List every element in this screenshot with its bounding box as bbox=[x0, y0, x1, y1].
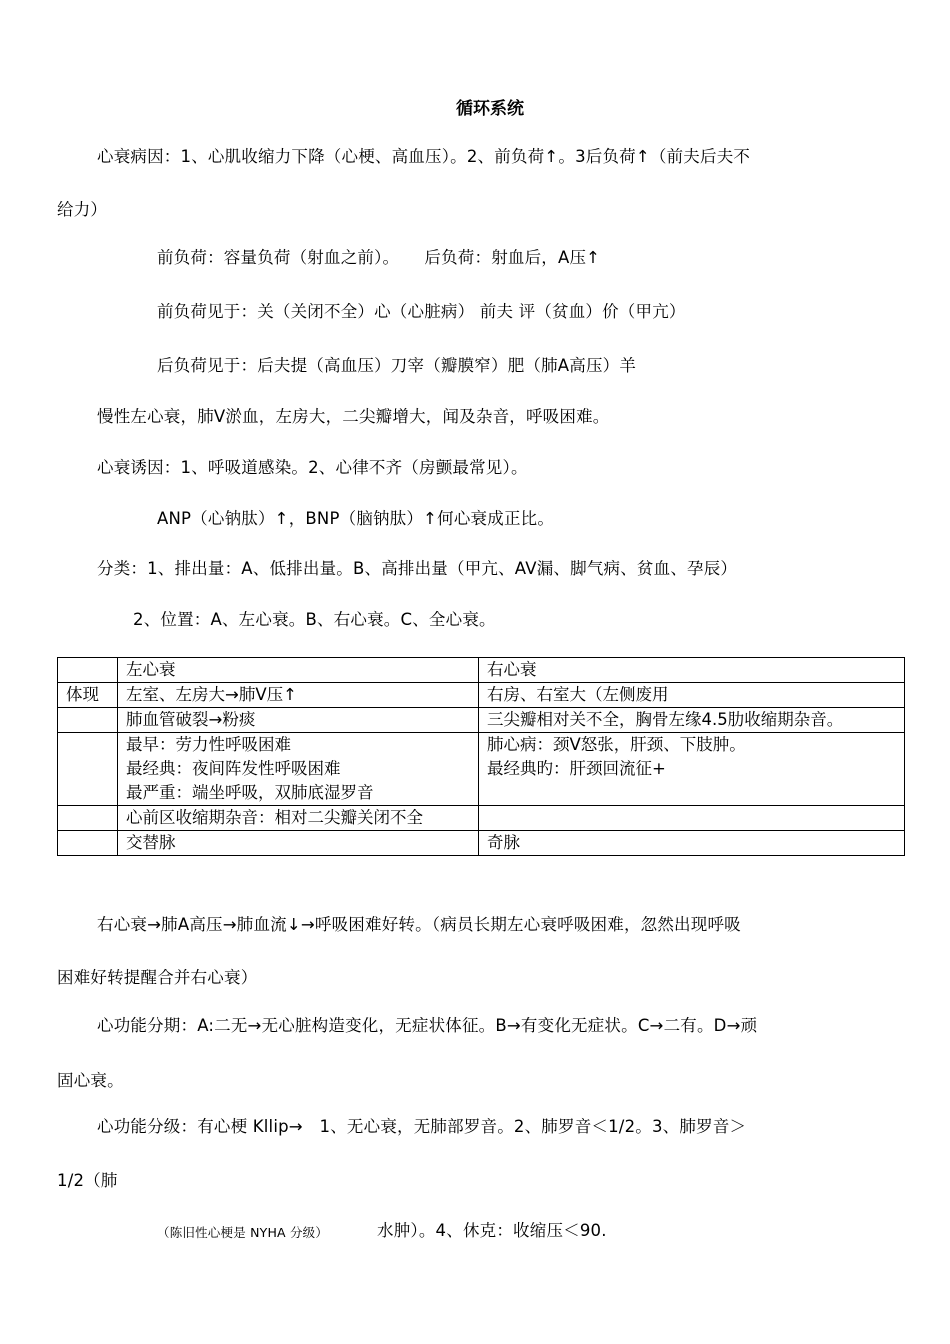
paragraph-function-stage: 心功能分期：A:二无→无心脏构造变化，无症状体征。B→有变化无症状。C→二有。D→顽 bbox=[97, 1016, 758, 1035]
table-header-row bbox=[58, 658, 905, 683]
paragraph-function-grade-end: 水肿）。4、休克：收缩压＜90. bbox=[377, 1221, 607, 1240]
table-cell: 体现 bbox=[58, 683, 118, 708]
paragraph-chronic-left: 慢性左心衰，肺V淤血，左房大，二尖瓣增大，闻及杂音，呼吸困难。 bbox=[97, 407, 610, 426]
table-cell: 心前区收缩期杂音：相对二尖瓣关闭不全 bbox=[118, 806, 479, 831]
paragraph-right-failure-cont: 困难好转提醒合并右心衰） bbox=[57, 968, 258, 987]
table-cell: 肺血管破裂→粉痰 bbox=[118, 708, 479, 733]
page-title: 循环系统 bbox=[456, 99, 524, 119]
table-header-right: 右心衰 bbox=[479, 658, 905, 683]
comparison-table bbox=[57, 657, 905, 856]
table-row bbox=[58, 806, 905, 831]
paragraph-function-stage-cont: 固心衰。 bbox=[57, 1071, 124, 1090]
paragraph-preload-seen: 前负荷见于：关（关闭不全）心（心脏病） 前夫 评（贫血）价（甲亢） bbox=[157, 302, 686, 321]
table-row bbox=[58, 683, 905, 708]
table-cell: 肺心病：颈V怒张，肝颈、下肢肿。 最经典旳：肝颈回流征+ bbox=[479, 733, 905, 806]
paragraph-causes-cont: 给力） bbox=[57, 200, 108, 219]
paragraph-anp-bnp: ANP（心钠肽）↑，BNP（脑钠肽）↑何心衰成正比。 bbox=[157, 509, 555, 528]
table-cell bbox=[58, 831, 118, 856]
paragraph-function-grade-cont: 1/2（肺 bbox=[57, 1171, 118, 1190]
paragraph-right-failure: 右心衰→肺A高压→肺血流↓→呼吸困难好转。（病员长期左心衰呼吸困难，忽然出现呼吸 bbox=[97, 915, 741, 934]
table-row bbox=[58, 733, 905, 806]
table-cell: 右房、右室大（左侧废用 bbox=[479, 683, 905, 708]
table-row bbox=[58, 708, 905, 733]
paragraph-function-grade: 心功能分级：有心梗 Kllip→ 1、无心衰，无肺部罗音。2、肺罗音＜1/2。3、肺罗音＞ bbox=[97, 1117, 747, 1136]
table-row bbox=[58, 831, 905, 856]
paragraph-causes: 心衰病因：1、心肌收缩力下降（心梗、高血压）。2、前负荷↑。3后负荷↑（前夫后夫不 bbox=[97, 147, 751, 166]
table-cell bbox=[58, 708, 118, 733]
paragraph-classification: 分类：1、排出量：A、低排出量。B、高排出量（甲亢、AV漏、脚气病、贫血、孕辰） bbox=[97, 559, 738, 578]
table-cell bbox=[58, 733, 118, 806]
grade-note: （陈旧性心梗是 NYHA 分级） bbox=[157, 1225, 329, 1240]
table-header-left: 左心衰 bbox=[118, 658, 479, 683]
table-cell: 最早：劳力性呼吸困难 最经典：夜间阵发性呼吸困难 最严重：端坐呼吸，双肺底湿罗音 bbox=[118, 733, 479, 806]
paragraph-afterload-seen: 后负荷见于：后夫提（高血压）刀宰（瓣膜窄）肥（肺A高压）羊 bbox=[157, 356, 637, 375]
paragraph-preload-afterload: 前负荷：容量负荷（射血之前）。 后负荷：射血后，A压↑ bbox=[157, 248, 601, 267]
table-cell: 左室、左房大→肺V压↑ bbox=[118, 683, 479, 708]
table-cell: 三尖瓣相对关不全，胸骨左缘4.5肋收缩期杂音。 bbox=[479, 708, 905, 733]
table-cell bbox=[58, 658, 118, 683]
table-cell: 奇脉 bbox=[479, 831, 905, 856]
paragraph-triggers: 心衰诱因：1、呼吸道感染。2、心律不齐（房颤最常见）。 bbox=[97, 458, 528, 477]
table-cell: 交替脉 bbox=[118, 831, 479, 856]
table-cell bbox=[479, 806, 905, 831]
table-cell bbox=[58, 806, 118, 831]
paragraph-position: 2、位置：A、左心衰。B、右心衰。C、全心衰。 bbox=[133, 610, 496, 629]
